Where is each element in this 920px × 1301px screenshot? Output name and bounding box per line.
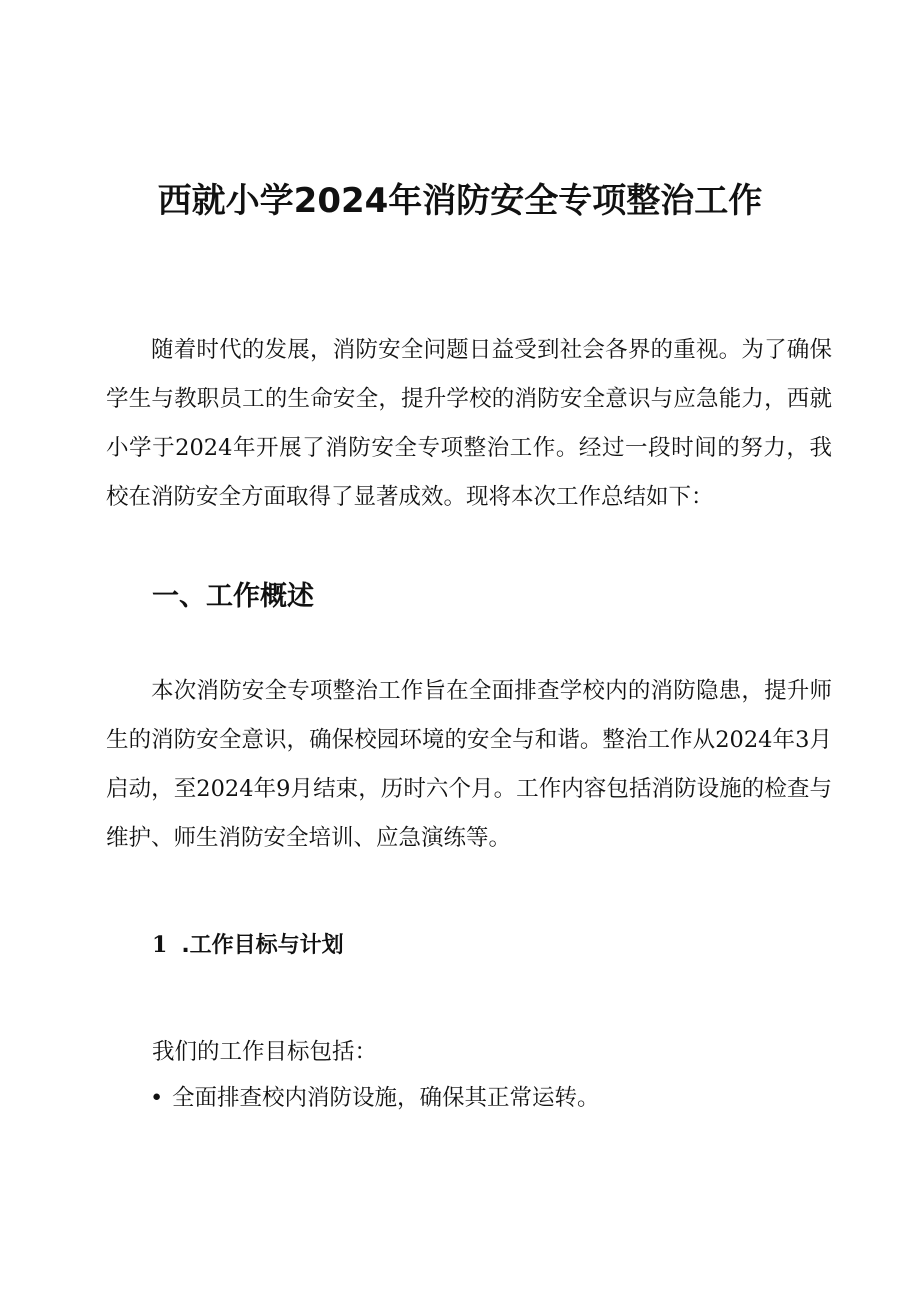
- list-item-text: 全面排查校内消防设施，确保其正常运转。: [172, 1085, 600, 1111]
- document-title: 西就小学2024年消防安全专项整治工作: [157, 181, 763, 221]
- subsection-number: 1: [152, 932, 168, 958]
- intro-paragraph: 随着时代的发展，消防安全问题日益受到社会各界的重视。为了确保学生与教职员工的生命安全，提升学校的消防安全意识与应急能力，西就小学于2024年开展了消防安全专项整治工作。经过一段时间的努力，我校在消防安全方面取得了显著成效。现将本次工作总结如下：: [106, 337, 832, 510]
- list-item: [150, 1076, 600, 1120]
- goals-lead-text: 我们的工作目标包括：: [152, 1039, 378, 1065]
- section-heading-overview: 一、工作概述: [152, 581, 314, 612]
- bullet-marker: •: [150, 1085, 164, 1111]
- overview-paragraph: 本次消防安全专项整治工作旨在全面排查学校内的消防隐患，提升师生的消防安全意识，确保校园环境的安全与和谐。整治工作从2024年3月启动，至2024年9月结束，历时六个月。工作内容包括消防设施的检查与维护、师生消防安全培训、应急演练等。: [106, 678, 832, 851]
- subsection-title: .工作目标与计划: [181, 933, 344, 958]
- subsection-heading-goals: [152, 925, 344, 966]
- goals-bullet-list: [150, 1076, 600, 1120]
